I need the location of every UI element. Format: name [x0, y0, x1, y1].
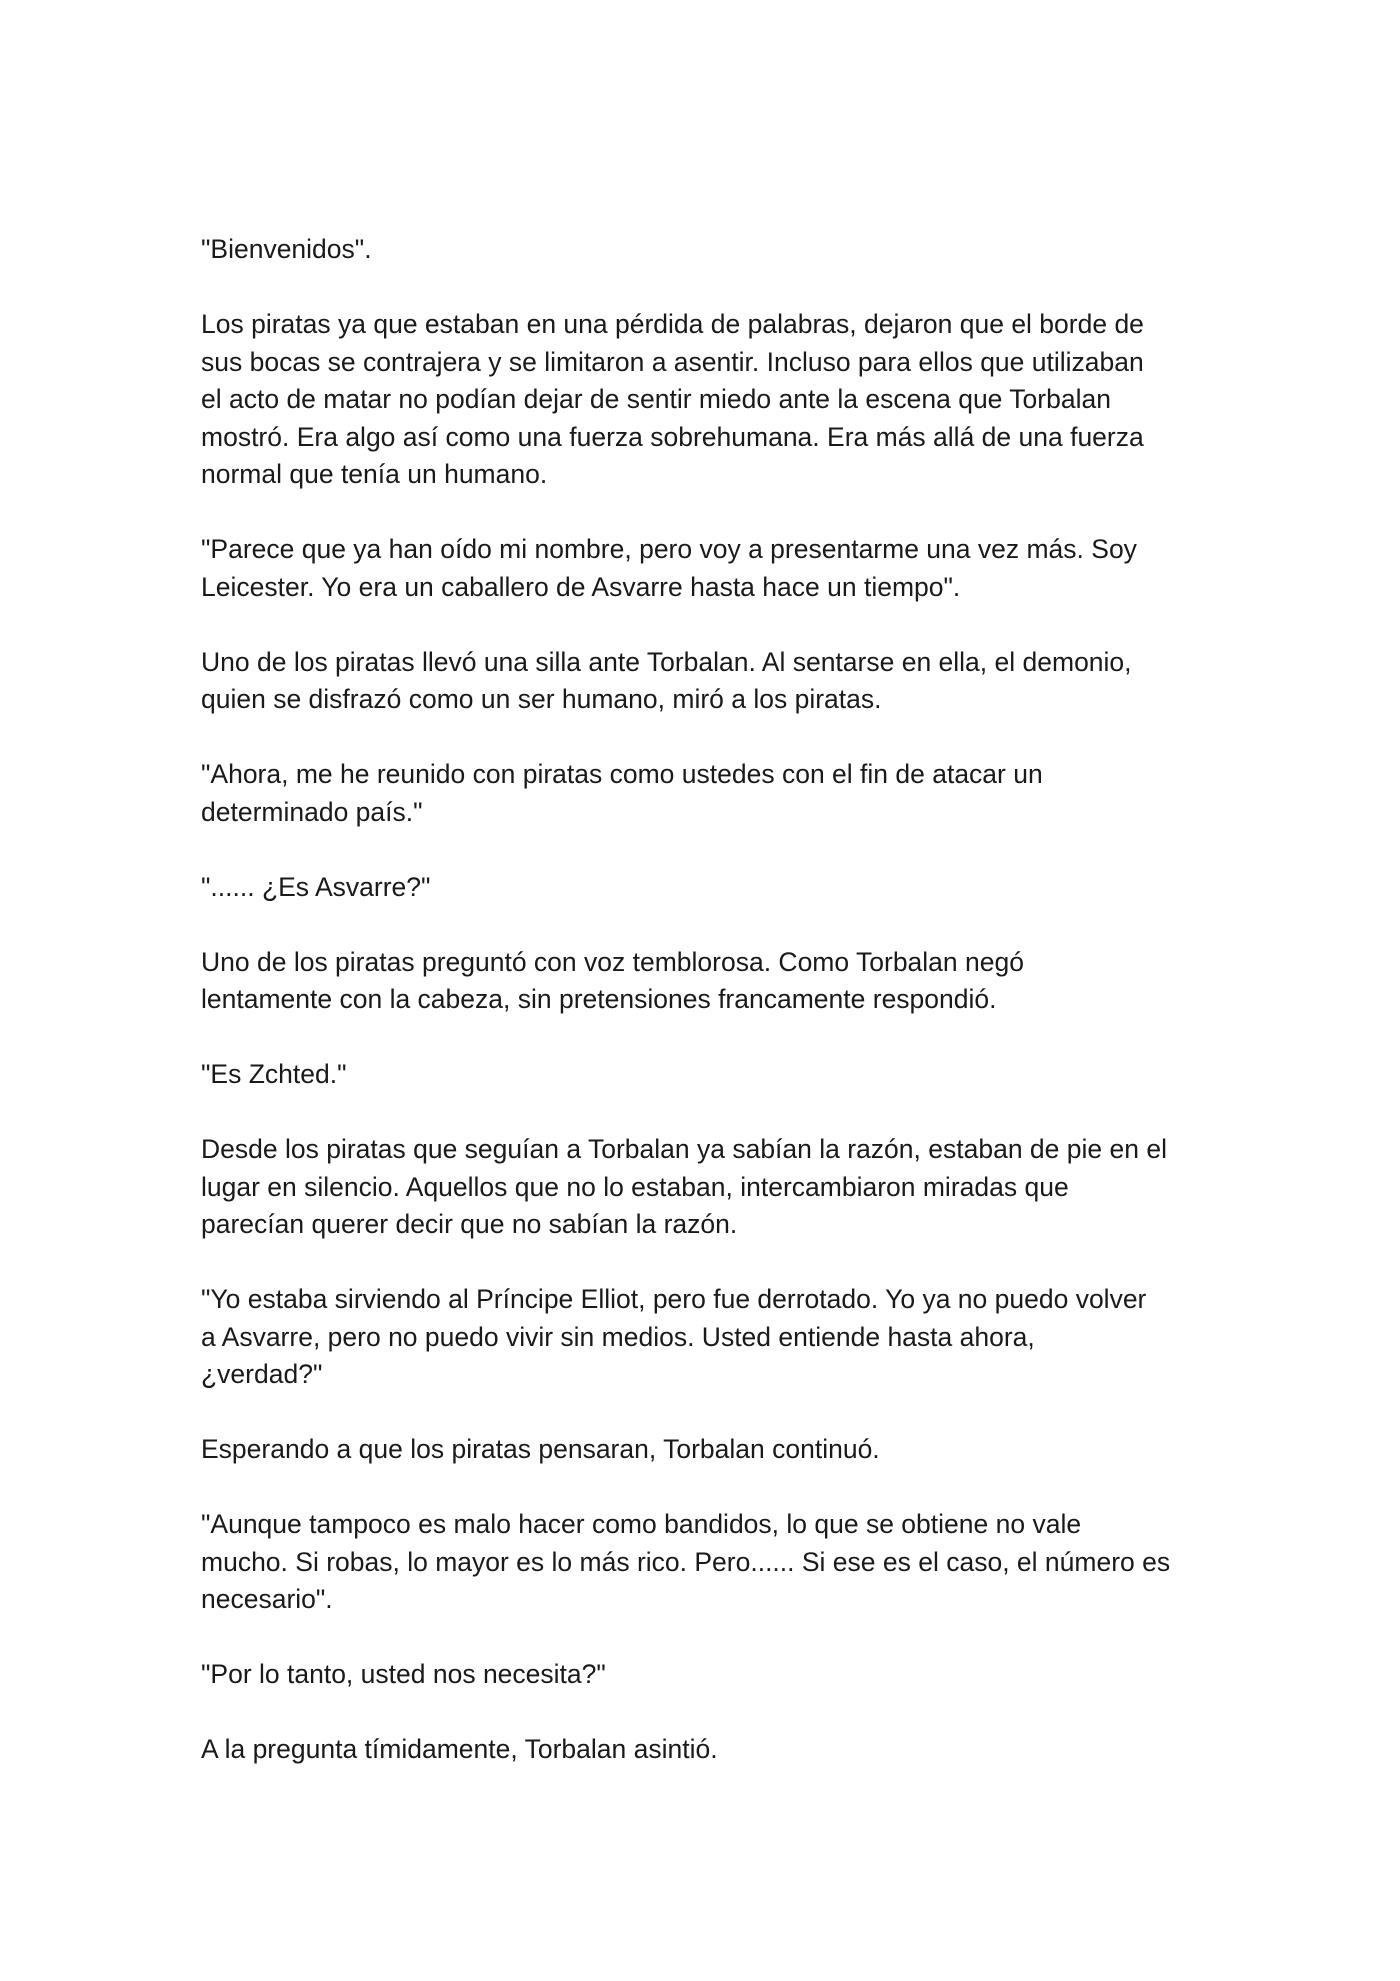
paragraph-14: A la pregunta tímidamente, Torbalan asintió. — [201, 1734, 718, 1764]
paragraph-8: "Es Zchted." — [201, 1059, 347, 1089]
paragraph-1: "Bienvenidos". — [201, 234, 372, 264]
paragraph-6: "...... ¿Es Asvarre?" — [201, 871, 431, 902]
paragraph-9: Desde los piratas que seguían a Torbalan ya sabían la razón, estaban de pie en el lugar en silencio. Aquellos que no lo estaban, intercambiaron miradas que parecían querer decir que no sabían la razón. — [201, 1134, 1167, 1239]
paragraph-10: "Yo estaba sirviendo al Príncipe Elliot, pero fue derrotado. Yo ya no puedo volver a Asvarre, pero no puedo vivir sin medios. Usted entiende hasta ahora, ¿verdad?" — [201, 1284, 1147, 1389]
paragraph-5: "Ahora, me he reunido con piratas como ustedes con el fin de atacar un determinado país." — [201, 759, 1043, 827]
document-body — [201, 231, 1211, 1769]
paragraph-13: "Por lo tanto, usted nos necesita?" — [201, 1659, 606, 1689]
paragraph-11: Esperando a que los piratas pensaran, Torbalan continuó. — [201, 1434, 880, 1464]
paragraph-2: Los piratas ya que estaban en una pérdida de palabras, dejaron que el borde de sus bocas se contrajera y se limitaron a asentir. Incluso para ellos que utilizaban el acto de matar no podían dejar de sentir miedo ante la escena que Torbalan mostró. Era algo así como una fuerza sobrehumana. Era más allá de una fuerza normal que tenía un humano. — [201, 309, 1144, 489]
paragraph-7: Uno de los piratas preguntó con voz temblorosa. Como Torbalan negó lentamente con la cabeza, sin pretensiones francamente respondió. — [201, 946, 1024, 1014]
paragraph-12: "Aunque tampoco es malo hacer como bandidos, lo que se obtiene no vale mucho. Si robas, lo mayor es lo más rico. Pero...... Si ese es el caso, el número es necesario". — [201, 1509, 1171, 1614]
paragraph-4: Uno de los piratas llevó una silla ante Torbalan. Al sentarse en ella, el demonio, quien se disfrazó como un ser humano, miró a los piratas. — [201, 646, 1132, 714]
paragraph-3: "Parece que ya han oído mi nombre, pero voy a presentarme una vez más. Soy Leicester. Yo era un caballero de Asvarre hasta hace un tiempo". — [201, 534, 1137, 602]
